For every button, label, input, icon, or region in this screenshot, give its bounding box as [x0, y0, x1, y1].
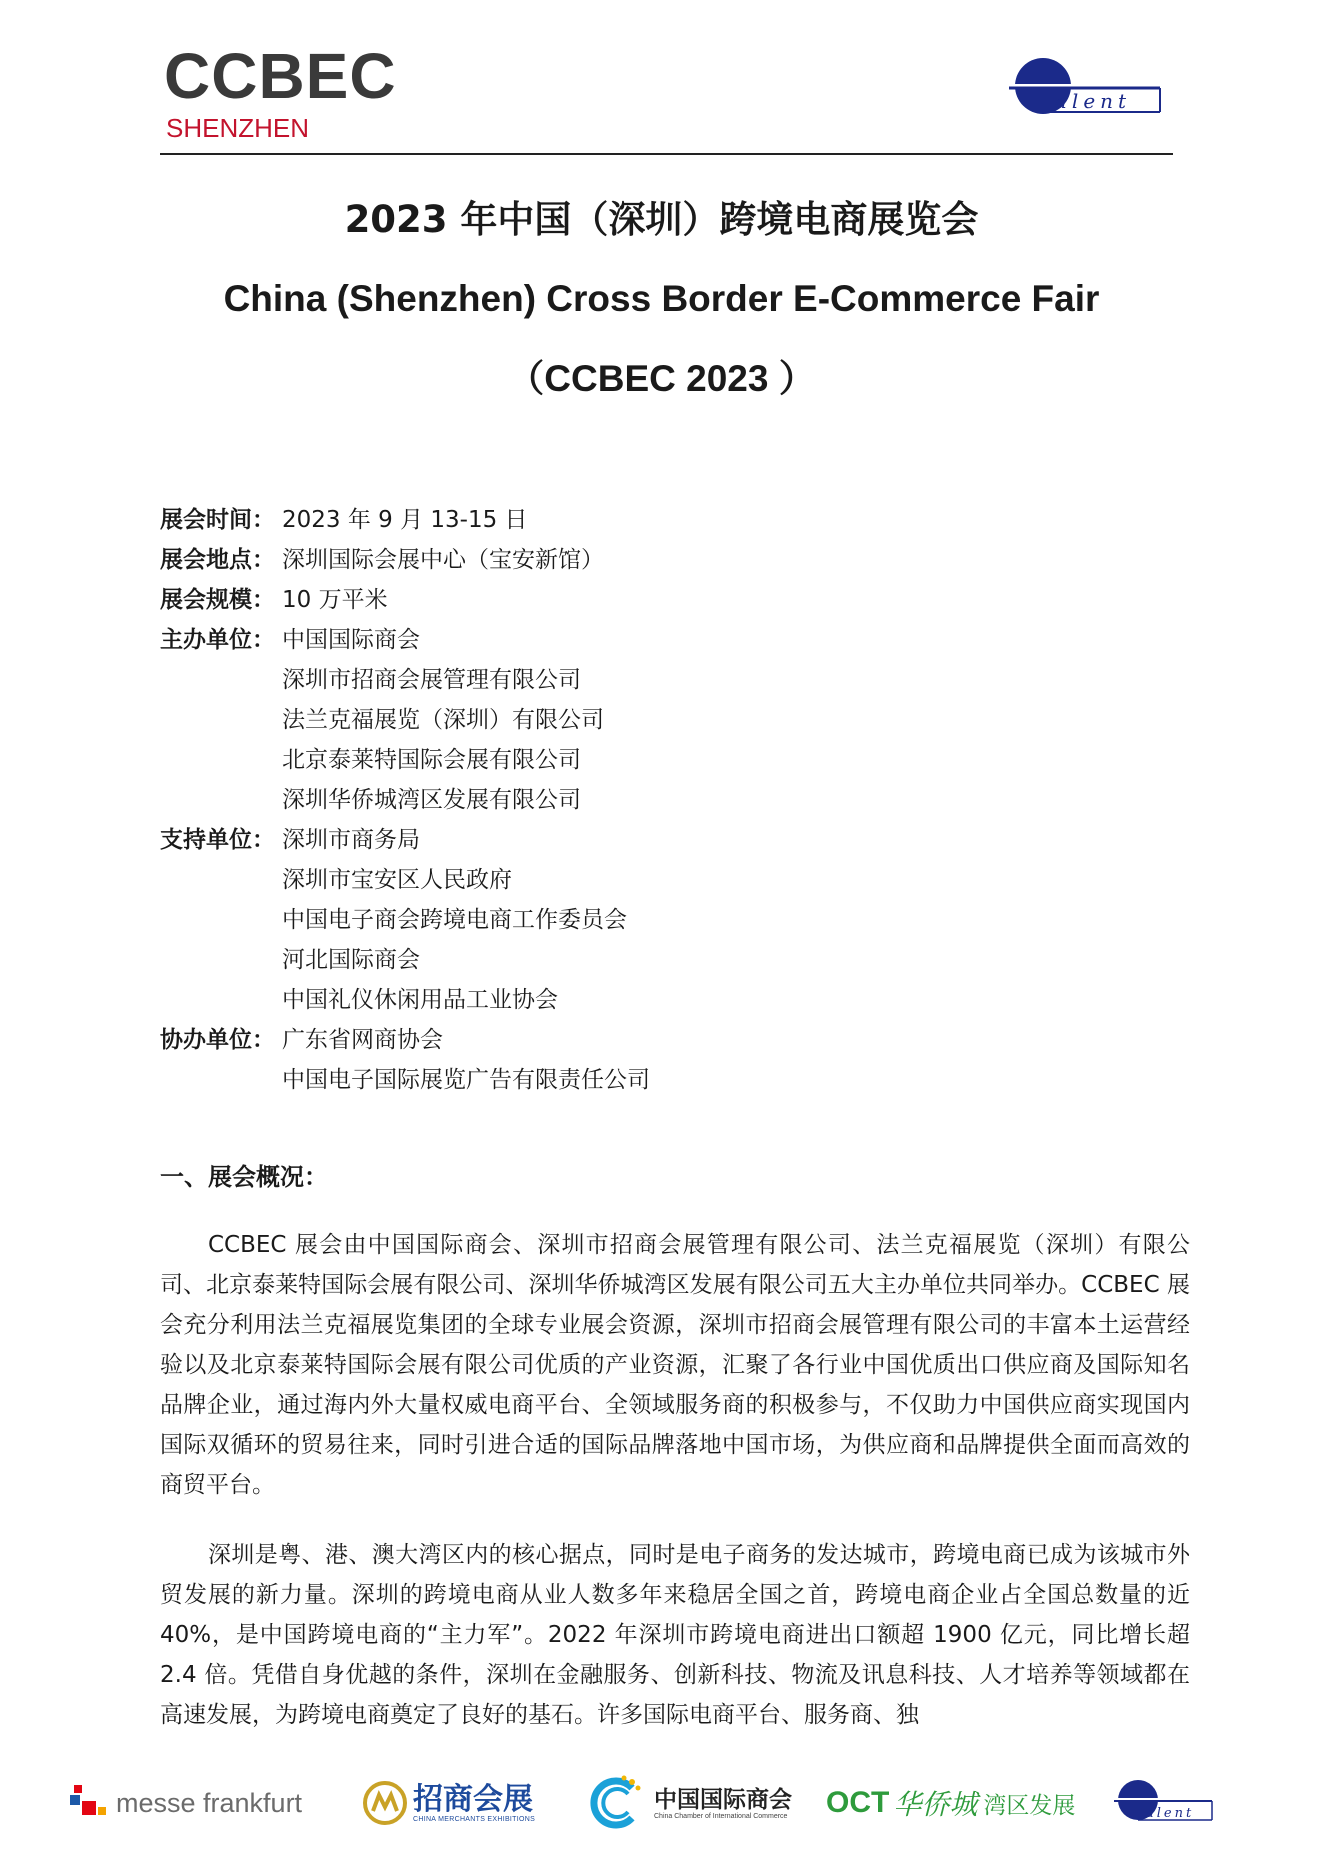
scale-label: 展会规模： — [160, 587, 275, 613]
title-abbreviation: （CCBEC 2023 ） — [507, 358, 816, 399]
date-value: 2023 年 9 月 13-15 日 — [282, 507, 528, 533]
venue-value: 深圳国际会展中心（宝安新馆） — [282, 547, 604, 573]
co-organizer-item: 中国电子国际展览广告有限责任公司 — [282, 1067, 650, 1093]
organizer-item: 北京泰莱特国际会展有限公司 — [282, 747, 581, 773]
oct-logo — [826, 1768, 1075, 1838]
organizers-label: 主办单位： — [160, 627, 275, 653]
oct-bay-area-text: 湾区发展 — [983, 1792, 1076, 1819]
svg-text:alent: alent — [1146, 1806, 1195, 1821]
shenzhen-paragraph: 深圳是粤、港、澳大湾区内的核心据点，同时是电子商务的发达城市，跨境电商已成为该城市外贸发展的新力量。深圳的跨境电商从业人数多年来稳居全国之首，跨境电商企业占全国总数量的近 40%，是中国跨境电商的“主力军”。2022 年深圳市跨境电商进出口额超 1900 亿元，同比增长超 2.4 倍。凭借自身优越的条件，深圳在金融服务、创新科技、物流及讯息科技、人才培养等领域都在高速发展，为跨境电商奠定了良好的基石。许多国际电商平台、服务商、独 — [160, 1542, 1190, 1728]
section-heading-overview: 一、展会概况： — [160, 1163, 328, 1191]
organizer-item: 法兰克福展览（深圳）有限公司 — [282, 707, 604, 733]
overview-paragraph: CCBEC 展会由中国国际商会、深圳市招商会展管理有限公司、法兰克福展览（深圳）有限公司、北京泰莱特国际会展有限公司、深圳华侨城湾区发展有限公司五大主办单位共同举办。CCBEC 展会充分利用法兰克福展览集团的全球专业展会资源，深圳市招商会展管理有限公司的丰富本土运营经验以及北京泰莱特国际会展有限公司优质的产业资源，汇聚了各行业中国优质出口供应商及国际知名品牌企业，通过海内外大量权威电商平台、全领域服务商的积极参与，不仅助力中国供应商实现国内国际双循环的贸易往来，同时引进合适的国际品牌落地中国市场，为供应商和品牌提供全面而高效的商贸平台。 — [160, 1232, 1190, 1498]
talent-logo-icon — [995, 50, 1165, 124]
oct-script-text: 华侨城 — [893, 1788, 978, 1821]
oct-text: OCT — [826, 1786, 890, 1819]
date-label: 展会时间： — [160, 507, 275, 533]
messe-frankfurt-text: messe frankfurt — [116, 1787, 303, 1818]
fair-info — [160, 500, 650, 1100]
organizer-item: 深圳华侨城湾区发展有限公司 — [282, 787, 581, 813]
info-organizers-row — [160, 620, 650, 660]
sponsor-logos-footer — [0, 1768, 1323, 1838]
messe-frankfurt-logo — [70, 1768, 302, 1838]
supporter-item: 中国电子商会跨境电商工作委员会 — [282, 907, 627, 933]
ccbec-logo: CCBEC — [164, 40, 397, 112]
china-merchants-en: CHINA MERCHANTS EXHIBITIONS — [413, 1815, 536, 1823]
co-organizer-item: 广东省网商协会 — [282, 1027, 443, 1053]
supporter-item: 中国礼仪休闲用品工业协会 — [282, 987, 558, 1013]
scale-value: 10 万平米 — [282, 587, 388, 613]
ccoic-logo — [588, 1768, 792, 1838]
china-merchants-logo — [363, 1768, 535, 1838]
info-scale-row — [160, 580, 650, 620]
talent-footer-logo-icon — [1108, 1774, 1216, 1830]
organizer-item: 深圳市招商会展管理有限公司 — [282, 667, 581, 693]
china-merchants-icon — [363, 1781, 407, 1825]
supporter-item: 河北国际商会 — [282, 947, 420, 973]
document-header — [160, 40, 1173, 156]
header-divider — [160, 153, 1173, 155]
ccbec-logo-subtitle: SHENZHEN — [166, 113, 310, 143]
supporters-label: 支持单位： — [160, 827, 275, 853]
ccoic-en: China Chamber of International Commerce — [654, 1812, 788, 1820]
messe-frankfurt-icon — [70, 1783, 106, 1823]
ccoic-cn: 中国国际商会 — [654, 1786, 792, 1813]
info-venue-row — [160, 540, 650, 580]
svg-text:alent: alent — [1055, 89, 1132, 113]
venue-label: 展会地点： — [160, 547, 275, 573]
co-organizers-label: 协办单位： — [160, 1027, 275, 1053]
organizer-item: 中国国际商会 — [282, 627, 420, 653]
info-co-organizers-row — [160, 1020, 650, 1060]
title-chinese: 2023 年中国（深圳）跨境电商展览会 — [344, 198, 979, 241]
china-merchants-cn: 招商会展 — [413, 1781, 533, 1817]
info-date-row — [160, 500, 650, 540]
info-supporters-row — [160, 820, 650, 860]
supporter-item: 深圳市宝安区人民政府 — [282, 867, 512, 893]
ccoic-icon — [588, 1774, 646, 1832]
title-english: China (Shenzhen) Cross Border E-Commerce Fair — [223, 278, 1100, 319]
supporter-item: 深圳市商务局 — [282, 827, 420, 853]
